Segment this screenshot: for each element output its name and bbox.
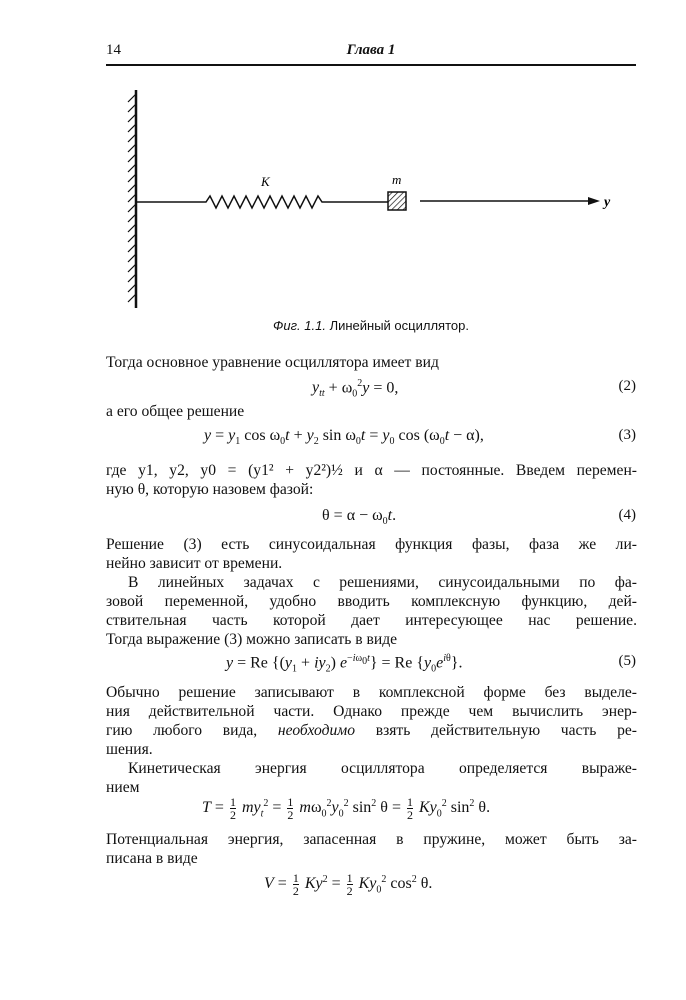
header-rule [106,64,636,66]
mass-block-icon [388,192,406,210]
paragraph-2: а его общее решение [106,403,245,420]
paragraph-5-line-3: ствительная часть которой дает интересующее нас решение. [106,612,637,629]
oscillator-figure [106,82,636,314]
emphasis: необходимо [277,722,356,739]
page-number: 14 [106,42,121,58]
equation-2: $y_{tt} + \omega_0^2y = 0$, (2) [312,378,636,400]
paragraph-6-line-1: Обычно решение записывают в комплексной форме без выделе- [106,684,637,701]
paragraph-6-line-4: шения. [106,741,153,758]
equation-number: (5) [618,653,636,669]
paragraph-7-line-1: Кинетическая энергия осциллятора определяется выраже- [128,760,637,777]
paragraph-3-line-2: ную θ, которую назовем фазой: [106,481,314,498]
spring-icon [136,196,388,208]
equation-potential: V = $\frac{1}{2}$ $Ky^2$ = $\frac{1}{2}$ $Ky_0^2$ $\cos^2 \theta$. [264,871,433,898]
paragraph-6-line-2: ния действительной части. Однако прежде чем вычислить энер- [106,703,637,720]
paragraph-4-line-1: Решение (3) есть синусоидальная функция фазы, фаза же ли- [106,536,637,553]
paragraph-7-line-2: нием [106,779,140,796]
paragraph-4-line-2: нейно зависит от времени. [106,555,283,572]
axis-arrow-icon [420,197,600,205]
spring-label: K [261,174,270,189]
chapter-title: Глава 1 [346,42,396,58]
equation-number: (3) [618,427,636,443]
paragraph-8-line-1: Потенциальная энергия, запасенная в пружине, может быть за- [106,831,637,848]
paragraph-5-line-2: зовой переменной, удобно вводить комплексную функцию, дей- [106,593,637,610]
page-header [106,42,636,68]
caption-label: Фиг. 1.1. [273,318,326,333]
caption-text: Линейный осциллятор. [329,318,469,333]
wall-icon [128,90,136,308]
paragraph-6-line-3: гию любого вида, необходимо взять действительную часть ре- [106,722,637,739]
equation-number: (2) [618,378,636,394]
paragraph-5-line-1: В линейных задачах с решениями, синусоидальными по фа- [128,574,637,591]
equation-number: (4) [618,507,636,523]
paragraph-3-line-1: где y1, y2, y0 = (y1² + y2²)½ и α — постоянные. Введем перемен- [106,462,637,479]
paragraph-5-line-4: Тогда выражение (3) можно записать в виде [106,631,398,648]
equation-5: y = Re $\{(y_1 + iy_2) e^{-i\omega_0t}\} = Re$ $\{y_0e^{i\theta}\}$. (5) [226,653,636,675]
mass-label: m [392,172,402,187]
equation-4: $\theta = \alpha - \omega_0t$. (4) [322,507,636,528]
equation-3: $y = y_1$ $\cos \omega_0t + y_2$ $\sin \omega_0t = y_0$ $\cos (\omega_0t - \alpha)$, (3) [204,427,636,448]
axis-label: y [604,195,611,210]
equation-kinetic: T = $\frac{1}{2}$ $my_t^2$ = $\frac{1}{2}$ $m\omega_0^2y_0^2$ $\sin^2 \theta$ = $\frac{1}{2}$ $Ky_0^2$ $\sin^2 \theta$. [202,795,491,822]
paragraph-1: Тогда основное уравнение осциллятора имеет вид [106,354,439,371]
paragraph-8-line-2: писана в виде [106,850,198,867]
figure-caption [106,318,636,333]
